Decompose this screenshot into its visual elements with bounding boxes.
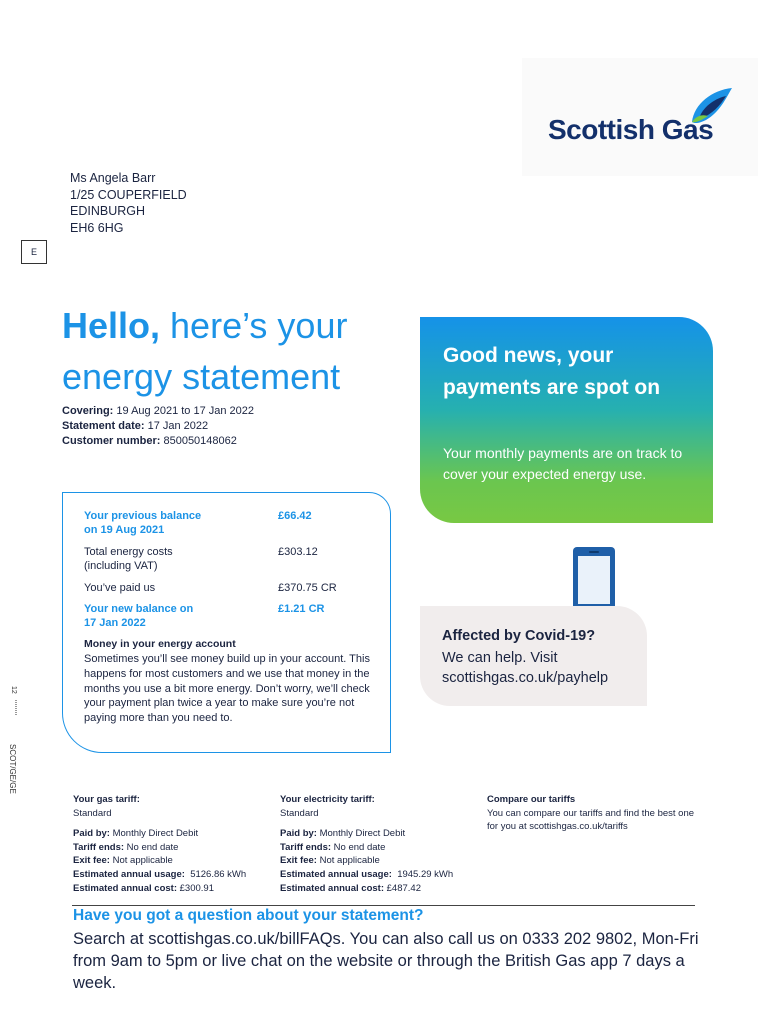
new-balance-label: Your new balance on 17 Jan 2022 [84,603,194,629]
section-divider [72,905,695,906]
side-code-top [2,686,22,726]
mail-code-box: E [21,240,47,264]
energy-costs-label: Total energy costs (including VAT) [84,546,173,572]
compare-tariffs-title: Compare our tariffs [487,794,576,805]
covering-value: 19 Aug 2021 to 17 Jan 2022 [116,405,255,417]
address-line: Ms Angela Barr [70,171,156,185]
title-greeting: Hello, [62,305,161,346]
covid-help-title: Affected by Covid-19? [442,628,596,644]
recipient-address [70,170,187,236]
previous-balance-label: Your previous balance on 19 Aug 2021 [84,510,202,536]
address-line: 1/25 COUPERFIELD [70,187,187,202]
electricity-tariff-title: Your electricity tariff: [280,794,375,805]
title-rest: here’s your energy statement [62,305,348,397]
gas-tariff-title: Your gas tariff: [73,794,140,805]
money-account-text: Sometimes you’ll see money build up in your account. This happens for most customers and we use that money in the months you use a bit more energy. Don’t worry, we’ll check your payment plan twice a year to make sure you’re not paying more than you need to. [84,653,370,725]
paid-label: You’ve paid us [84,582,156,594]
statement-date-value: 17 Jan 2022 [147,420,209,432]
statement-date-label: Statement date: [62,420,145,432]
question-text: Search at scottishgas.co.uk/billFAQs. You can also call us on 0333 202 9802, Mon-Fri from 9am to 5pm or live chat on the website or through the British Gas app 7 days a week. [73,930,699,992]
gas-tariff-name: Standard [73,807,112,819]
previous-balance-value: £66.42 [278,510,312,522]
covering-label: Covering: [62,405,114,417]
new-balance-value: £1.21 CR [278,603,325,615]
payment-status-title: Good news, your payments are spot on [443,344,661,399]
compare-tariffs-section [487,793,702,834]
electricity-tariff-section: Your electricity tariff: Standard Paid by: Monthly Direct Debit Tariff ends: No end date Exit fee: Not applicable Estimated annual usage: 1945.29 kWh Estimated annual cost: £487.42 [280,794,454,894]
paid-value: £370.75 CR [278,582,337,594]
covid-help-text: We can help. Visit scottishgas.co.uk/payhelp [442,650,609,686]
money-account-title: Money in your energy account [84,638,236,650]
side-code-text: 12 [10,686,17,694]
energy-costs-value: £303.12 [278,546,318,558]
address-line: EDINBURGH [70,204,146,218]
gas-tariff-section: Your gas tariff: Standard Paid by: Monthly Direct Debit Tariff ends: No end date Exit fee: Not applicable Estimated annual usage: 5126.86 kWh Estimated annual cost: £300.91 [73,794,247,894]
question-title: Have you got a question about your statement? [73,907,424,924]
payment-status-text: Your monthly payments are on track to cover your expected energy use. [443,445,683,482]
side-code-text: SCOT/GE/GE [8,744,17,794]
customer-number-label: Customer number: [62,435,161,447]
brand-wordmark: Scottish Gas [548,114,714,145]
statement-meta [62,404,254,449]
compare-tariffs-text: You can compare our tariffs and find the best one for you at scottishgas.co.uk/tariffs [487,807,695,833]
address-line: EH6 6HG [70,220,124,235]
electricity-tariff-name: Standard [280,807,319,819]
customer-number-value: 850050148062 [163,435,237,447]
page-title [62,300,422,402]
side-code-bottom [2,744,22,804]
